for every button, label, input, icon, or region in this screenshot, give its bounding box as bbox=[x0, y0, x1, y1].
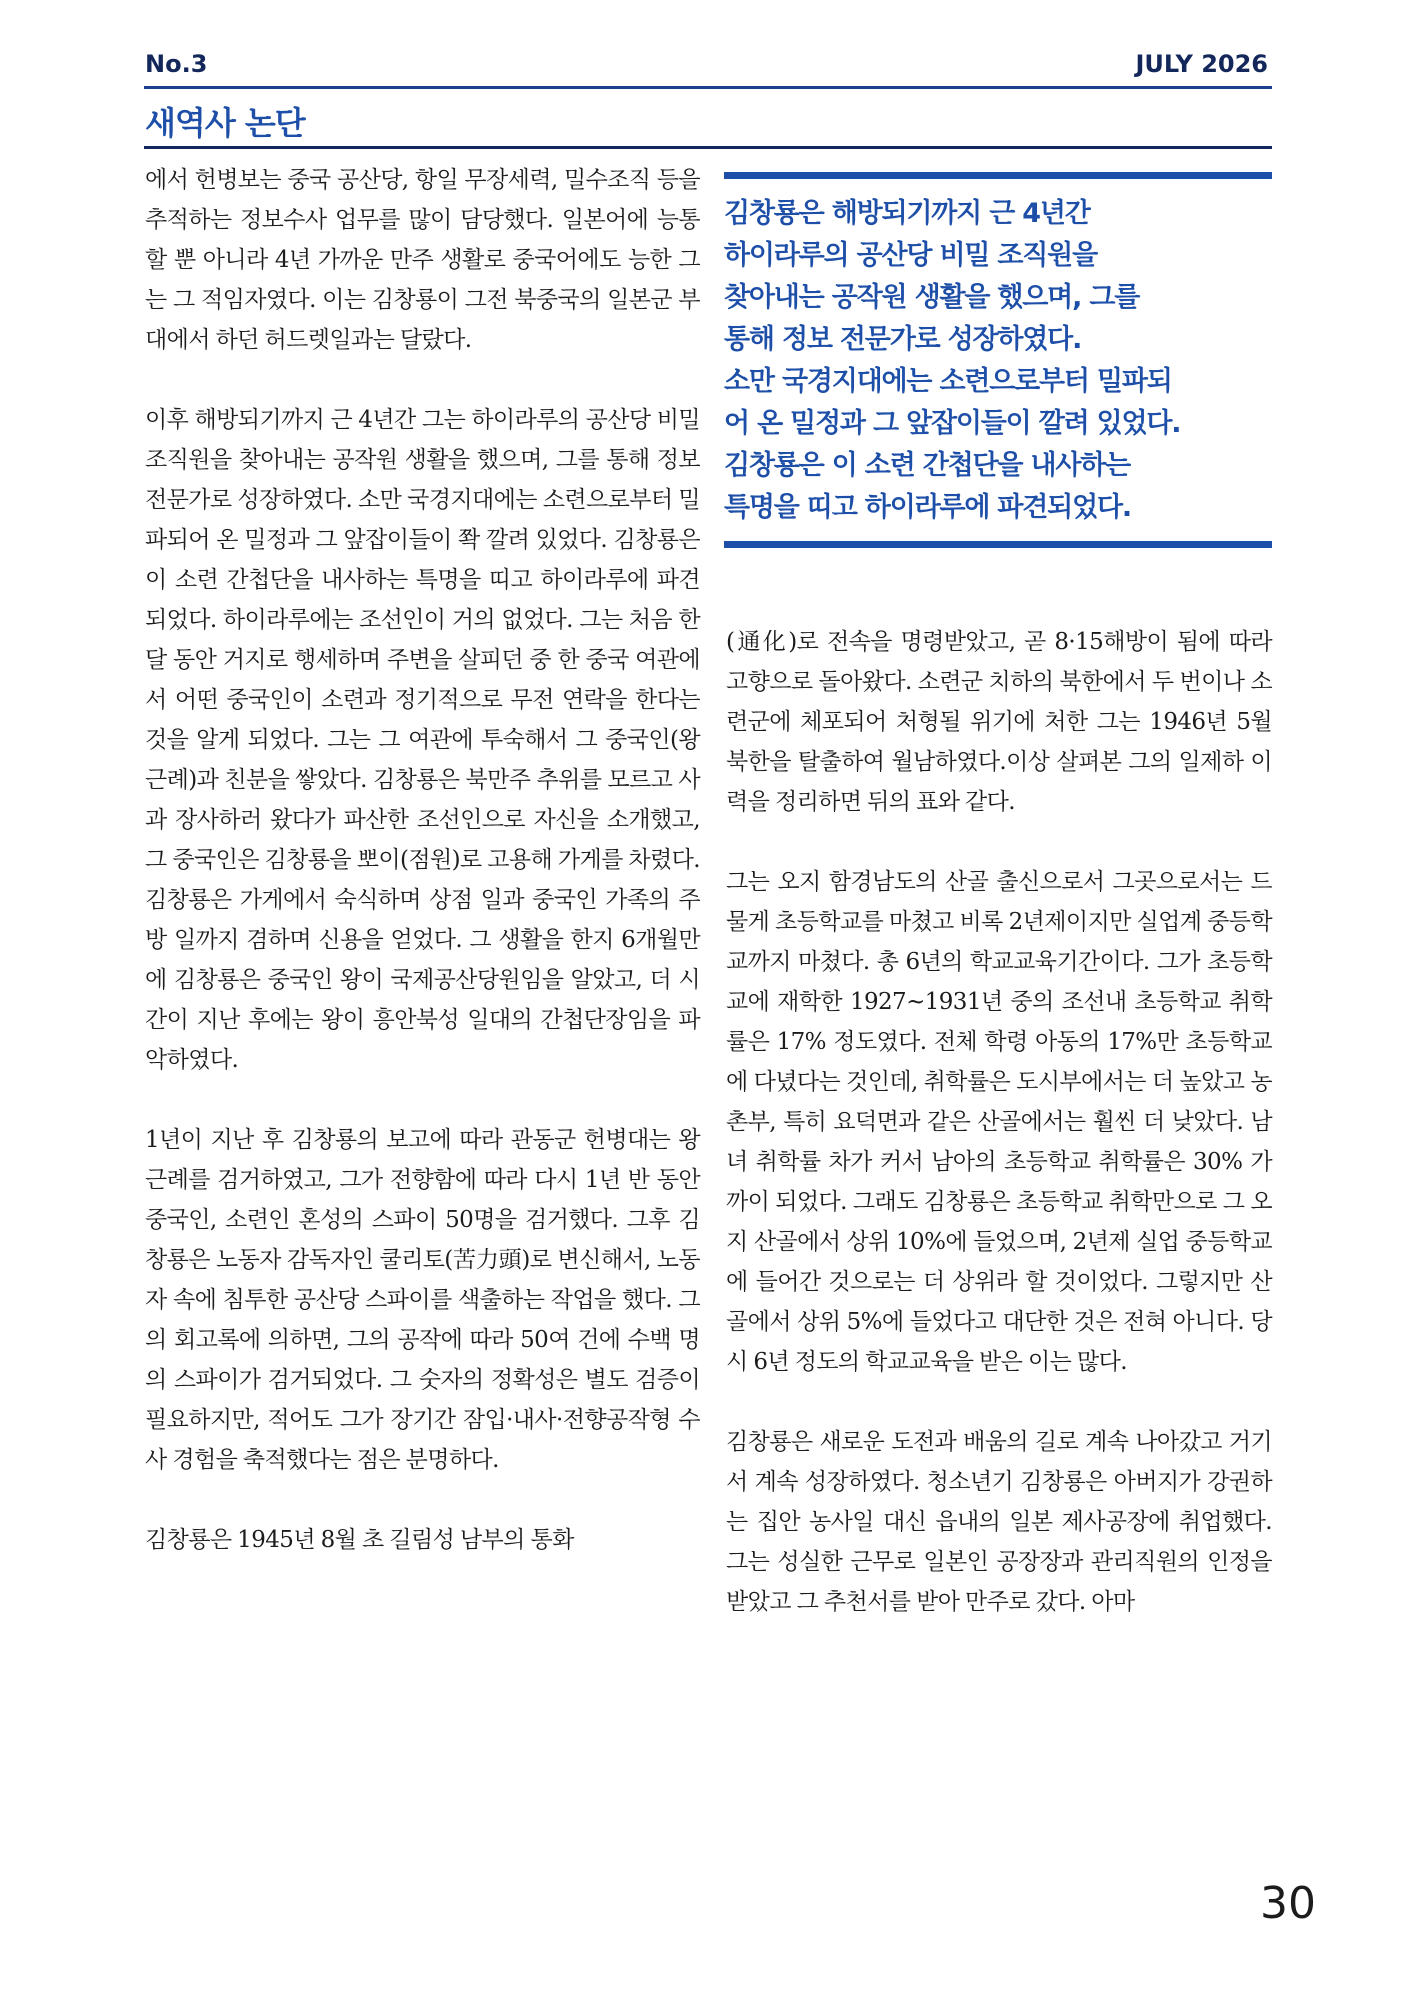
paragraph: 그는 오지 함경남도의 산골 출신으로서 그곳으로서는 드물게 초등학교를 마쳤고 비록 2년제이지만 실업계 중등학교까지 마쳤다. 총 6년의 학교교육기간이다. 그가 초등학교에 재학한 1927~1931년 중의 조선내 초등학교 취학률은 17% 정도였다. 전체 학령 아동의 17%만 초등학교에 다녔다는 것인데, 취학률은 도시부에서는 더 높았고 농촌부, 특히 요덕면과 같은 산골에서는 훨씬 더 낮았다. 남녀 취학률 차가 커서 남아의 초등학교 취학률은 30% 가까이 되었다. 그래도 김창룡은 초등학교 취학만으로 그 오지 산골에서 상위 10%에 들었으며, 2년제 실업 중등학교에 들어간 것으로는 더 상위라 할 것이었다. 그렇지만 산골에서 상위 5%에 들었다고 대단한 것은 전혀 아니다. 당시 6년 정도의 학교교육을 받은 이는 많다. bbox=[726, 869, 1272, 1375]
page-number: 30 bbox=[1260, 1878, 1316, 1929]
right-column bbox=[726, 622, 1272, 1622]
paragraph: 에서 헌병보는 중국 공산당, 항일 무장세력, 밀수조직 등을 추적하는 정보수사 업무를 많이 담당했다. 일본어에 능통할 뿐 아니라 4년 가까운 만주 생활로 중국어에도 능한 그는 그 적임자였다. 이는 김창룡이 그전 북중국의 일본군 부대에서 하던 허드렛일과는 달랐다. bbox=[145, 167, 700, 353]
paragraph: 1년이 지난 후 김창룡의 보고에 따라 관동군 헌병대는 왕근례를 검거하였고, 그가 전향함에 따라 다시 1년 반 동안 중국인, 소련인 혼성의 스파이 50명을 검거했다. 그후 김창룡은 노동자 감독자인 쿨리토(苦力頭)로 변신해서, 노동자 속에 침투한 공산당 스파이를 색출하는 작업을 했다. 그의 회고록에 의하면, 그의 공작에 따라 50여 건에 수백 명의 스파이가 검거되었다. 그 숫자의 정확성은 별도 검증이 필요하지만, 적어도 그가 장기간 잠입·내사·전향공작형 수사 경험을 축적했다는 점은 분명하다. bbox=[145, 1127, 700, 1473]
header-rule bbox=[144, 86, 1272, 89]
section-rule bbox=[144, 146, 1272, 149]
issue-date: JULY 2026 bbox=[1135, 50, 1268, 78]
pull-quote-text: 김창룡은 해방되기까지 근 4년간 하이라루의 공산당 비밀 조직원을 찾아내는 공작원 생활을 했으며, 그를 통해 정보 전문가로 성장하였다. 소만 국경지대에는 소련으로부터 밀파되 어 온 밀정과 그 앞잡이들이 깔려 있었다. 김창룡은 이 소련 간첩단을 내사하는 특명을 띠고 하이라루에 파견되었다. bbox=[724, 198, 1181, 523]
paragraph: 김창룡은 새로운 도전과 배움의 길로 계속 나아갔고 거기서 계속 성장하였다. 청소년기 김창룡은 아버지가 강권하는 집안 농사일 대신 읍내의 일본 제사공장에 취업했다. 그는 성실한 근무로 일본인 공장장과 관리직원의 인정을 받았고 그 추천서를 받아 만주로 갔다. 아마 bbox=[726, 1429, 1272, 1615]
paragraph: (通化)로 전속을 명령받았고, 곧 8·15해방이 됨에 따라 고향으로 돌아왔다. 소련군 치하의 북한에서 두 번이나 소련군에 체포되어 처형될 위기에 처한 그는 1946년 5월 북한을 탈출하여 월남하였다.이상 살펴본 그의 일제하 이력을 정리하면 뒤의 표와 같다. bbox=[726, 629, 1272, 815]
paragraph: 김창룡은 1945년 8월 초 길림성 남부의 통화 bbox=[145, 1527, 574, 1553]
section-title: 새역사 논단 bbox=[145, 104, 305, 142]
issue-number: No.3 bbox=[145, 50, 208, 78]
paragraph: 이후 해방되기까지 근 4년간 그는 하이라루의 공산당 비밀 조직원을 찾아내는 공작원 생활을 했으며, 그를 통해 정보 전문가로 성장하였다. 소만 국경지대에는 소련으로부터 밀파되어 온 밀정과 그 앞잡이들이 쫙 깔려 있었다. 김창룡은 이 소련 간첩단을 내사하는 특명을 띠고 하이라루에 파견되었다. 하이라루에는 조선인이 거의 없었다. 그는 처음 한 달 동안 거지로 행세하며 주변을 살피던 중 한 중국 여관에서 어떤 중국인이 소련과 정기적으로 무전 연락을 한다는 것을 알게 되었다. 그는 그 여관에 투숙해서 그 중국인(왕근례)과 친분을 쌓았다. 김창룡은 북만주 추위를 모르고 사과 장사하러 왔다가 파산한 조선인으로 자신을 소개했고, 그 중국인은 김창룡을 뽀이(점원)로 고용해 가게를 차렸다. 김창룡은 가게에서 숙식하며 상점 일과 중국인 가족의 주방 일까지 겸하며 신용을 얻었다. 그 생활을 한지 6개월만에 김창룡은 중국인 왕이 국제공산당원임을 알았고, 더 시간이 지난 후에는 왕이 흥안북성 일대의 간첩단장임을 파악하였다. bbox=[145, 407, 700, 1073]
pull-quote bbox=[724, 172, 1272, 548]
left-column bbox=[145, 160, 700, 1560]
